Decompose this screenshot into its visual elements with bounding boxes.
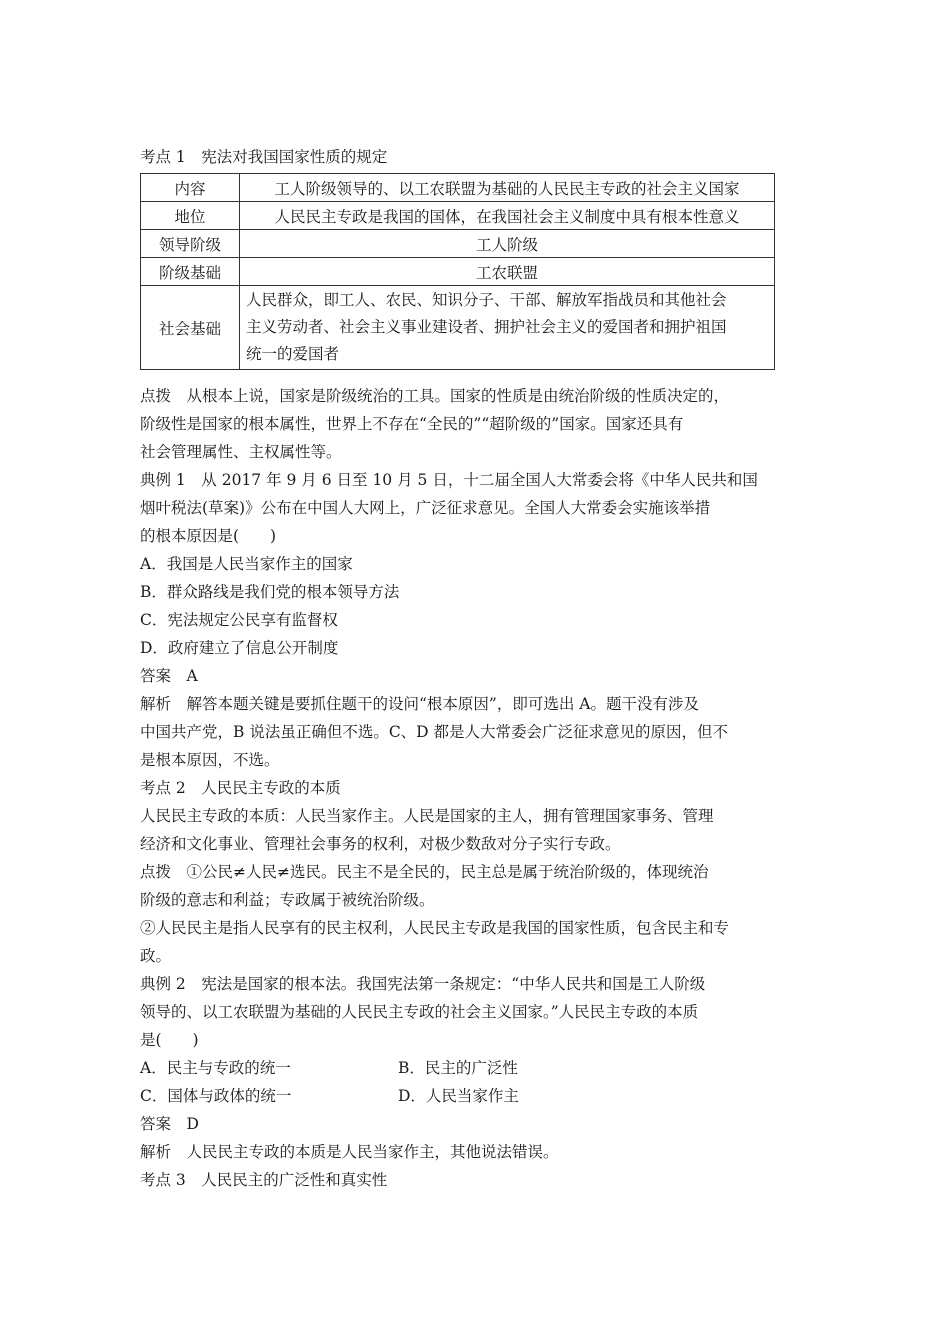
option-d: D．政府建立了信息公开制度 [140,639,339,657]
option-b: B．群众路线是我们党的根本领导方法 [140,583,400,601]
example-stem-line: 的根本原因是( ) [140,527,277,545]
table-value-line: 主义劳动者、社会主义事业建设者、拥护社会主义的爱国者和拥护祖国 [246,318,727,336]
table-label: 阶级基础 [141,258,240,286]
table-value: 工农联盟 [240,258,775,286]
option-c: C．国体与政体的统一 [140,1087,292,1105]
option-a: A．我国是人民当家作主的国家 [140,555,353,573]
answer: 答案 A [140,667,198,685]
tip-line: 阶级性是国家的根本属性，世界上不存在“全民的”“超阶级的”国家。国家还具有 [140,415,684,433]
body-line: 人民民主专政的本质：人民当家作主。人民是国家的主人，拥有管理国家事务、管理 [140,807,714,825]
option-a: A．民主与专政的统一 [140,1059,291,1077]
state-nature-table [140,173,775,370]
body-line: 经济和文化事业、管理社会事务的权利，对极少数敌对分子实行专政。 [140,835,621,853]
table-label: 社会基础 [141,286,240,370]
table-row [141,286,775,370]
table-row [141,202,775,230]
table-value: 人民民主专政是我国的国体，在我国社会主义制度中具有根本性意义 [240,202,775,230]
tip-line: ②人民民主是指人民享有的民主权利，人民民主专政是我国的国家性质，包含民主和专 [140,919,730,937]
options-row [140,1082,790,1110]
option-c: C．宪法规定公民享有监督权 [140,611,338,629]
table-row [141,258,775,286]
tip-line: 点拨 从根本上说，国家是阶级统治的工具。国家的性质是由统治阶级的性质决定的， [140,387,730,405]
section1-heading: 考点 1 宪法对我国国家性质的规定 [140,148,388,166]
table-label: 地位 [141,202,240,230]
document-page [140,143,790,1194]
table-row [141,174,775,202]
table-value-line: 人民群众，即工人、农民、知识分子、干部、解放军指战员和其他社会 [246,291,727,309]
tip-line: 点拨 ①公民≠人民≠选民。民主不是全民的，民主总是属于统治阶级的，体现统治 [140,863,709,881]
example-stem-line: 典例 1 从 2017 年 9 月 6 日至 10 月 5 日，十二届全国人大常委会将《中华人民共和国 [140,471,758,489]
section3-heading: 考点 3 人民民主的广泛性和真实性 [140,1171,388,1189]
table-value [240,286,775,370]
example-stem-line: 烟叶税法(草案)》公布在中国人大网上，广泛征求意见。全国人大常委会实施该举措 [140,499,711,517]
options-row [140,1054,790,1082]
table-row [141,230,775,258]
example-stem-line: 领导的、以工农联盟为基础的人民民主专政的社会主义国家。”人民民主专政的本质 [140,1003,699,1021]
section2-heading: 考点 2 人民民主专政的本质 [140,779,341,797]
example-stem-line: 是( ) [140,1031,199,1049]
answer: 答案 D [140,1115,199,1133]
table-label: 内容 [141,174,240,202]
option-d: D．人民当家作主 [398,1087,519,1105]
tip-line: 政。 [140,947,172,965]
example-stem-line: 典例 2 宪法是国家的根本法。我国宪法第一条规定：“中华人民共和国是工人阶级 [140,975,706,993]
analysis-line: 解析 解答本题关键是要抓住题干的设问“根本原因”，即可选出 A。题干没有涉及 [140,695,699,713]
tip-line: 社会管理属性、主权属性等。 [140,443,342,461]
table-value-line: 统一的爱国者 [246,345,340,363]
analysis-line: 解析 人民民主专政的本质是人民当家作主，其他说法错误。 [140,1143,559,1161]
tip-line: 阶级的意志和利益；专政属于被统治阶级。 [140,891,435,909]
table-label: 领导阶级 [141,230,240,258]
analysis-line: 中国共产党，B 说法虽正确但不选。C、D 都是人大常委会广泛征求意见的原因，但不 [140,723,729,741]
option-b: B．民主的广泛性 [398,1059,518,1077]
table-value: 工人阶级 [240,230,775,258]
table-value: 工人阶级领导的、以工农联盟为基础的人民民主专政的社会主义国家 [240,174,775,202]
analysis-line: 是根本原因，不选。 [140,751,280,769]
